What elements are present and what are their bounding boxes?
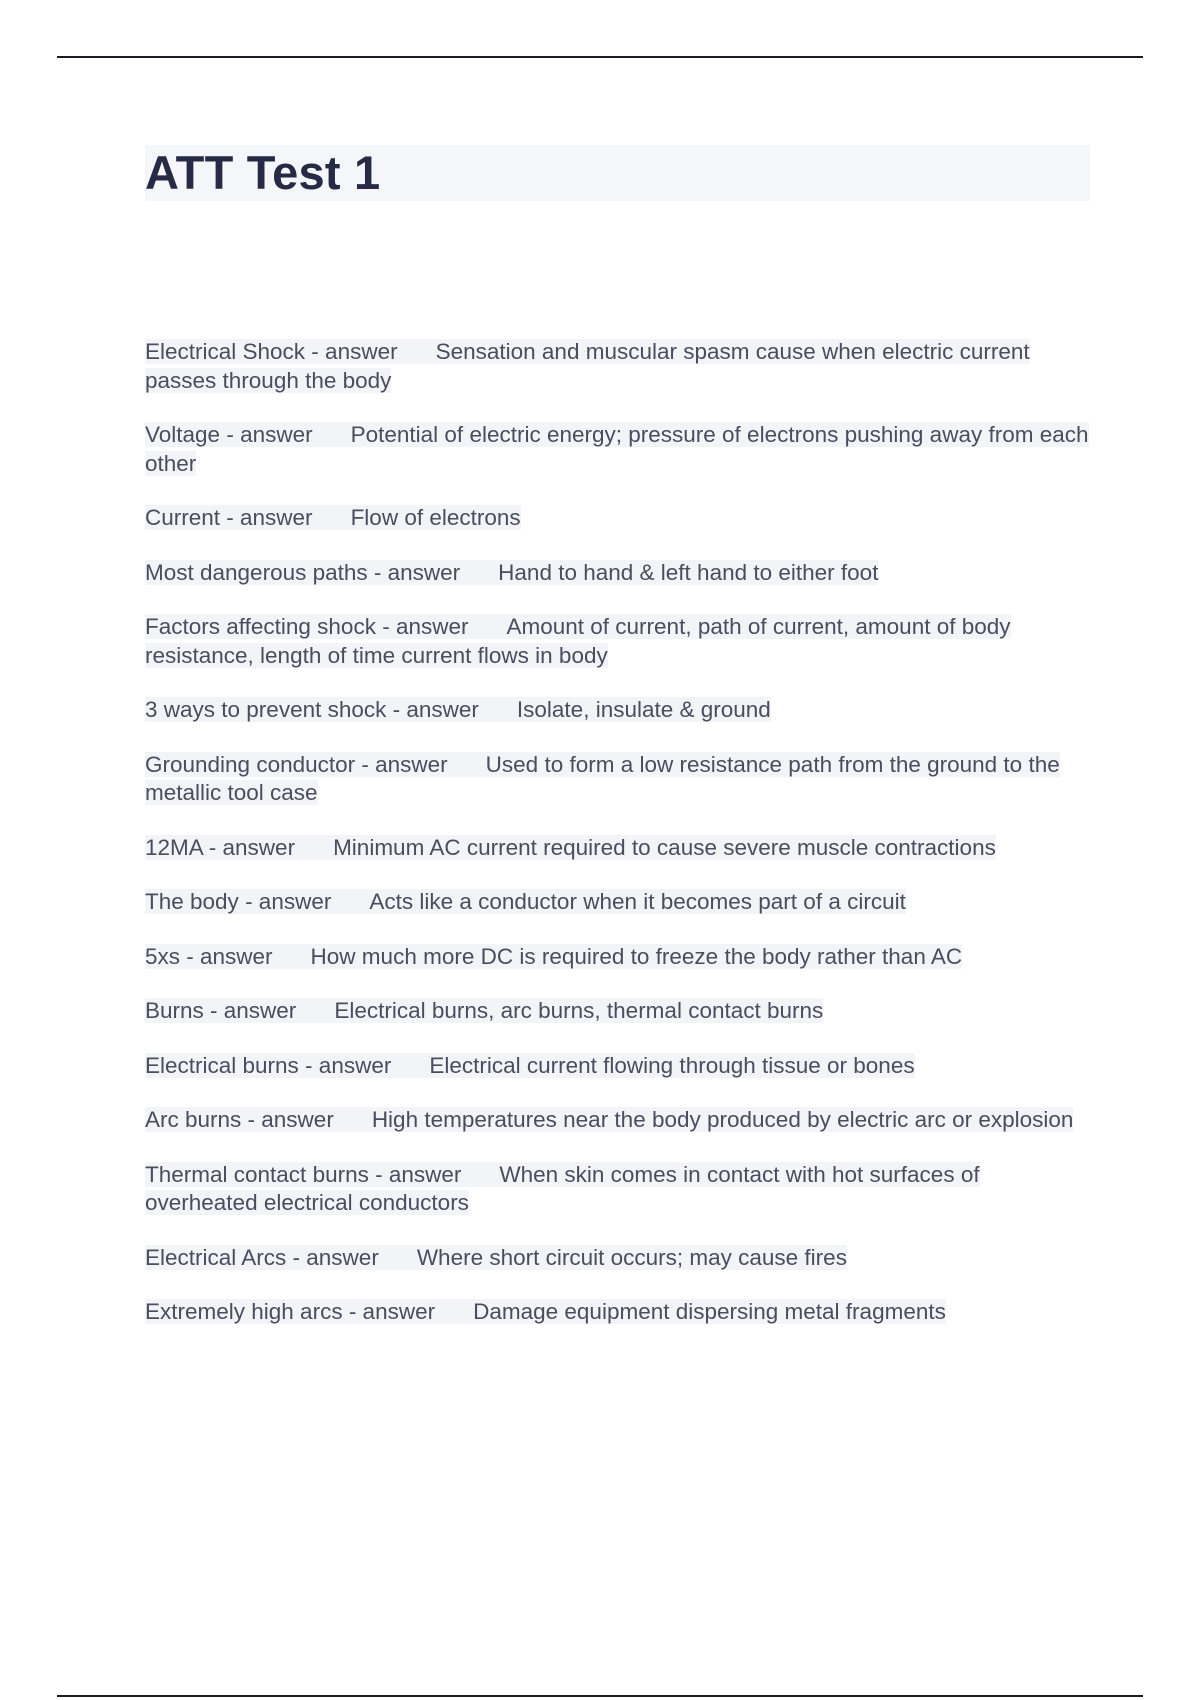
qa-term: The body - answer <box>145 889 332 914</box>
qa-definition: High temperatures near the body produced by electric arc or explosion <box>371 1107 1074 1132</box>
qa-item <box>145 559 1095 588</box>
qa-term: 3 ways to prevent shock - answer <box>145 697 479 722</box>
qa-item <box>145 1161 1095 1218</box>
qa-item <box>145 997 1095 1026</box>
qa-list <box>145 338 1095 1353</box>
qa-item <box>145 1052 1095 1081</box>
qa-item <box>145 613 1095 670</box>
qa-definition: Minimum AC current required to cause severe muscle contractions <box>333 834 996 860</box>
qa-definition: How much more DC is required to freeze the body rather than AC <box>310 943 963 969</box>
qa-item <box>145 696 1095 725</box>
qa-definition: Hand to hand & left hand to either foot <box>498 559 879 585</box>
qa-term: Grounding conductor - answer <box>145 751 448 777</box>
qa-item <box>145 751 1095 808</box>
qa-term: Electrical Shock - answer <box>145 339 398 364</box>
qa-item <box>145 1298 1095 1327</box>
qa-item <box>145 504 1095 533</box>
page-title: ATT Test 1 <box>145 146 381 199</box>
qa-definition: Isolate, insulate & ground <box>516 697 771 722</box>
qa-definition: Damage equipment dispersing metal fragments <box>473 1299 946 1324</box>
top-divider <box>57 56 1143 58</box>
qa-definition: When skin comes in contact with hot surfaces of overheated electrical conductors <box>145 1161 980 1215</box>
qa-term: Current - answer <box>145 505 313 530</box>
qa-term: Voltage - answer <box>145 422 313 447</box>
qa-definition: Electrical burns, arc burns, thermal contact burns <box>334 998 824 1023</box>
qa-term: Most dangerous paths - answer <box>145 559 461 585</box>
qa-term: 5xs - answer <box>145 943 273 969</box>
qa-definition: Where short circuit occurs; may cause fires <box>416 1244 847 1270</box>
qa-term: 12MA - answer <box>145 834 296 860</box>
qa-term: Extremely high arcs - answer <box>145 1299 436 1324</box>
qa-definition: Used to form a low resistance path from the ground to the metallic tool case <box>145 751 1060 805</box>
qa-definition: Electrical current flowing through tissue or bones <box>429 1052 915 1078</box>
qa-item <box>145 1244 1095 1273</box>
qa-term: Electrical burns - answer <box>145 1052 392 1078</box>
qa-item <box>145 834 1095 863</box>
qa-item <box>145 421 1095 478</box>
qa-term: Thermal contact burns - answer <box>145 1161 462 1187</box>
qa-term: Arc burns - answer <box>145 1107 334 1132</box>
qa-definition: Sensation and muscular spasm cause when electric current passes through the body <box>145 339 1030 393</box>
qa-term: Electrical Arcs - answer <box>145 1244 379 1270</box>
qa-term: Burns - answer <box>145 998 297 1023</box>
qa-item <box>145 943 1095 972</box>
qa-definition: Potential of electric energy; pressure of electrons pushing away from each other <box>145 422 1089 476</box>
qa-definition: Flow of electrons <box>350 505 521 530</box>
qa-item <box>145 888 1095 917</box>
qa-item <box>145 1106 1095 1135</box>
qa-item <box>145 338 1095 395</box>
qa-term: Factors affecting shock - answer <box>145 614 469 639</box>
qa-definition: Amount of current, path of current, amount of body resistance, length of time current flows in body <box>145 614 1011 668</box>
bottom-divider <box>57 1695 1143 1697</box>
qa-definition: Acts like a conductor when it becomes part of a circuit <box>369 889 906 914</box>
